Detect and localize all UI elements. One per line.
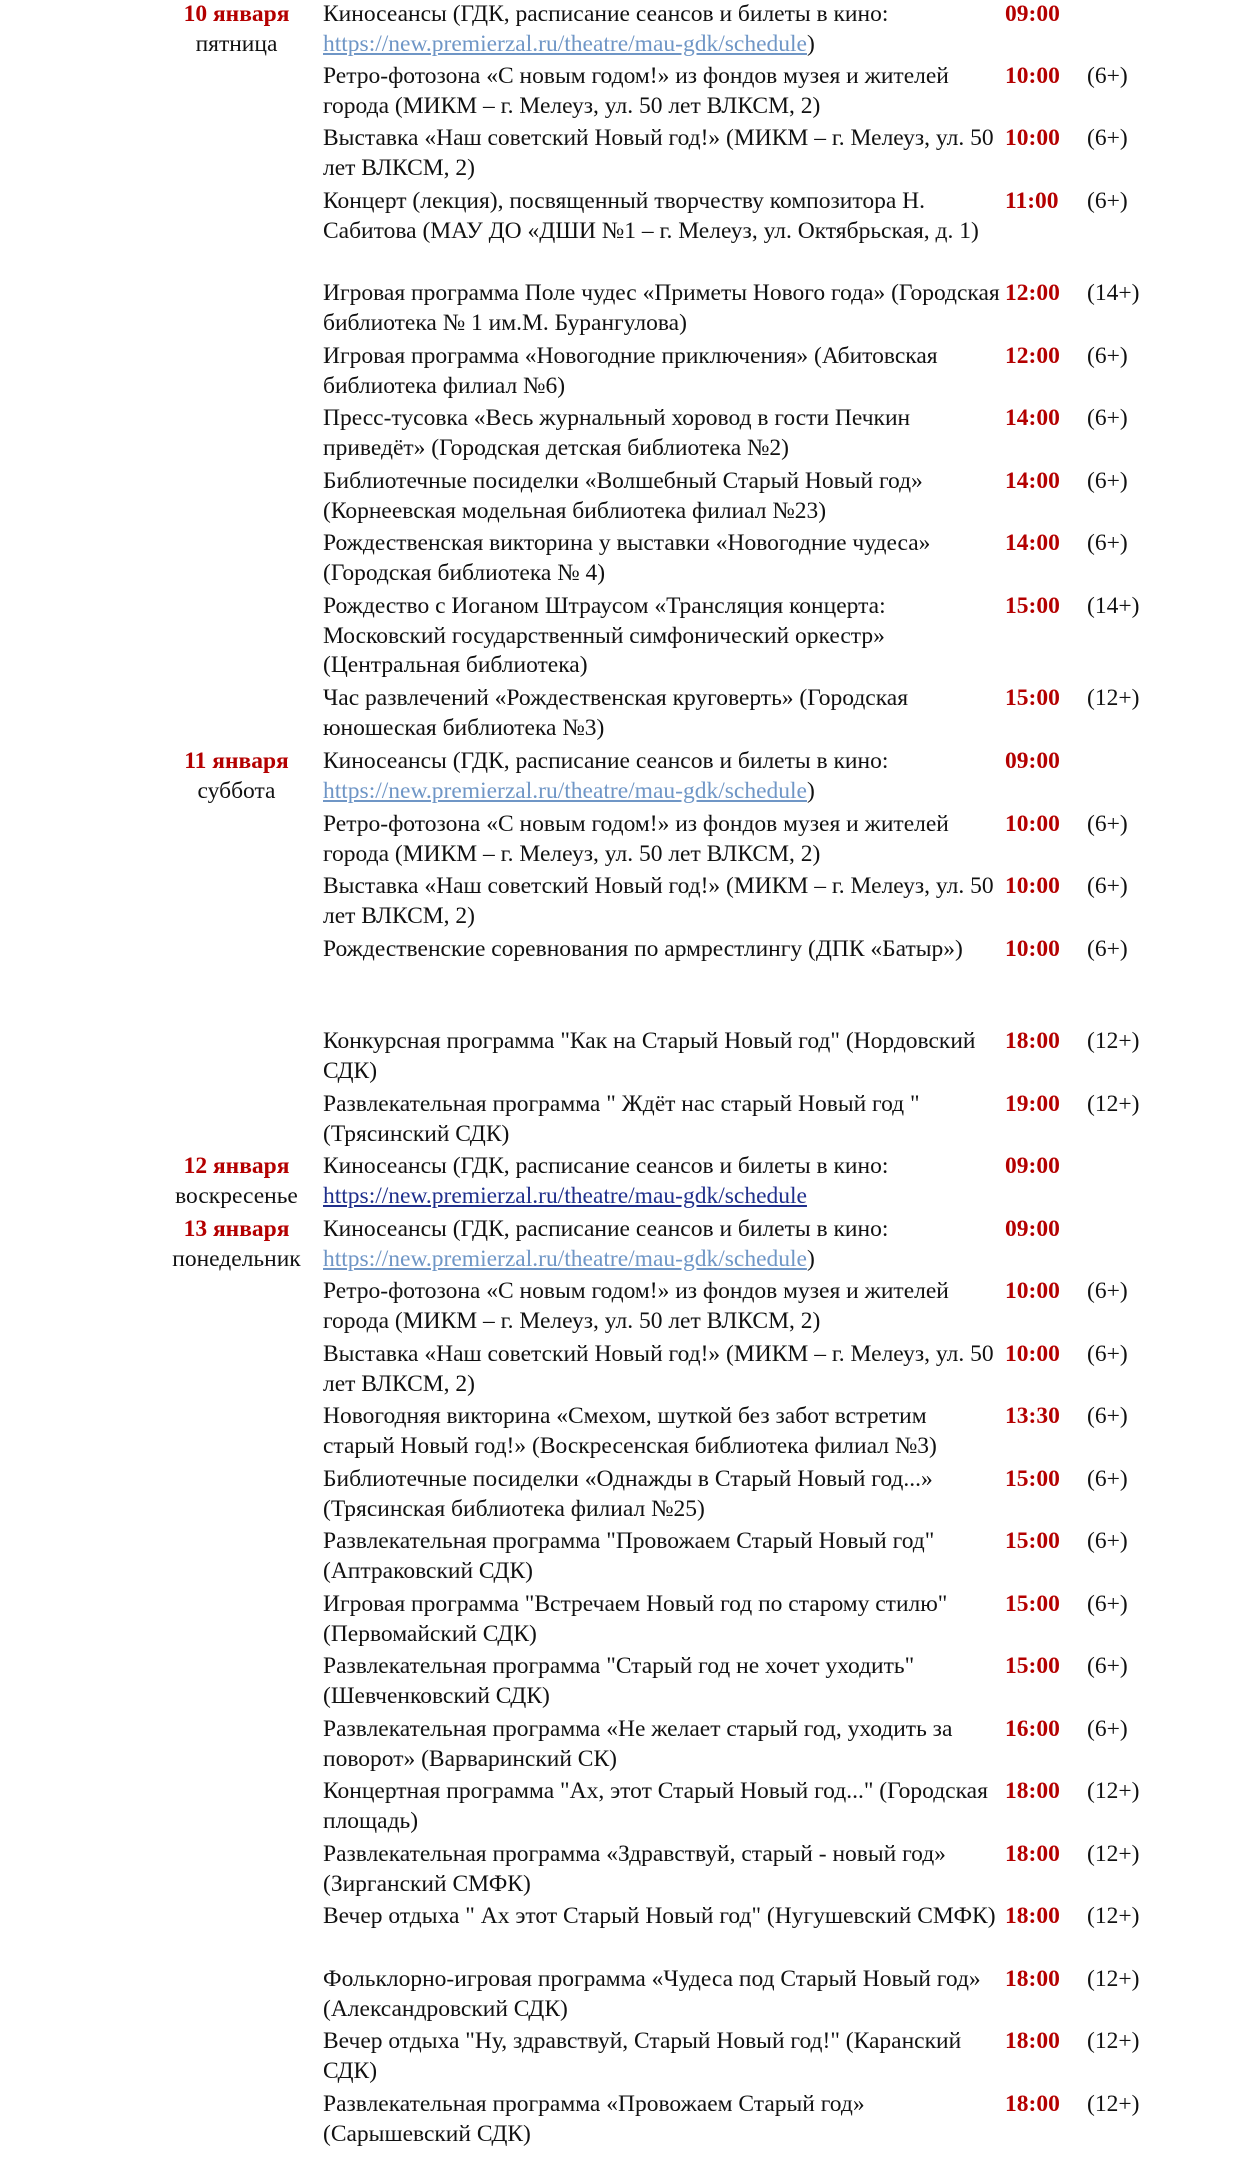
- event-description: Конкурсная программа "Как на Старый Новый год" (Нордовский СДК): [323, 1028, 976, 1084]
- event-age: (12+): [1087, 2028, 1140, 2054]
- event-description: Ретро-фотозона «С новым годом!» из фондов музея и жителей города (МИКМ – г. Мелеуз, ул. 50 лет ВЛКСМ, 2): [323, 63, 949, 119]
- event-description: Игровая программа Поле чудес «Приметы Нового года» (Городская библиотека № 1 им.М. Бурангулова): [323, 280, 1000, 336]
- event-description: Библиотечные посиделки «Однажды в Старый Новый год...» (Трясинская библиотека филиал №25): [323, 1466, 933, 1522]
- event-age: (12+): [1087, 1966, 1140, 1992]
- event-age: (6+): [1087, 1278, 1128, 1304]
- event-time: 14:00: [1005, 530, 1060, 556]
- event-time: 09:00: [1005, 1153, 1060, 1179]
- event-time: 09:00: [1005, 748, 1060, 774]
- event-text: Киносеансы (ГДК, расписание сеансов и билеты в кино:: [323, 748, 889, 774]
- event-text-suffix: ): [806, 1245, 815, 1272]
- event-description: Ретро-фотозона «С новым годом!» из фондов музея и жителей города (МИКМ – г. Мелеуз, ул. 50 лет ВЛКСМ, 2): [323, 811, 949, 867]
- event-age: (12+): [1087, 685, 1140, 711]
- event-age: (6+): [1087, 1341, 1128, 1367]
- event-description: Развлекательная программа "Провожаем Старый Новый год" (Аптраковский СДК): [323, 1528, 935, 1584]
- event-time: 18:00: [1005, 1778, 1060, 1804]
- event-time: 15:00: [1005, 1653, 1060, 1679]
- event-text-suffix: ): [806, 777, 815, 804]
- event-description: Вечер отдыха "Ну, здравствуй, Старый Новый год!" (Каранский СДК): [323, 2028, 962, 2084]
- event-text: Киносеансы (ГДК, расписание сеансов и билеты в кино:: [323, 1, 889, 27]
- event-age: (14+): [1087, 593, 1140, 619]
- event-time: 10:00: [1005, 1278, 1060, 1304]
- event-age: (12+): [1087, 1028, 1140, 1054]
- event-time: 12:00: [1005, 280, 1060, 306]
- event-time: 10:00: [1005, 1341, 1060, 1367]
- event-time: 19:00: [1005, 1091, 1060, 1117]
- event-age: (12+): [1087, 1903, 1140, 1929]
- event-description: Игровая программа «Новогодние приключения» (Абитовская библиотека филиал №6): [323, 343, 938, 399]
- event-age: (6+): [1087, 936, 1128, 962]
- event-text: Киносеансы (ГДК, расписание сеансов и билеты в кино:: [323, 1153, 889, 1179]
- event-time: 09:00: [1005, 1, 1060, 27]
- event-description: Рождество с Иоганом Штраусом «Трансляция концерта: Московский государственный симфонический оркестр» (Центральная библиотека): [323, 593, 886, 678]
- event-time: 15:00: [1005, 685, 1060, 711]
- day-date: 11 января: [184, 748, 289, 774]
- event-time: 14:00: [1005, 468, 1060, 494]
- event-age: (6+): [1087, 873, 1128, 899]
- event-age: (6+): [1087, 1653, 1128, 1679]
- schedule-link[interactable]: https://new.premierzal.ru/theatre/mau-gdk/schedule: [323, 30, 807, 57]
- event-time: 18:00: [1005, 1841, 1060, 1867]
- event-text-suffix: ): [806, 30, 815, 57]
- event-description: Концертная программа "Ах, этот Старый Новый год..." (Городская площадь): [323, 1778, 988, 1834]
- event-age: (6+): [1087, 530, 1128, 556]
- event-description: Выставка «Наш советский Новый год!» (МИКМ – г. Мелеуз, ул. 50 лет ВЛКСМ, 2): [323, 873, 994, 929]
- event-time: 15:00: [1005, 1528, 1060, 1554]
- event-description: Выставка «Наш советский Новый год!» (МИКМ – г. Мелеуз, ул. 50 лет ВЛКСМ, 2): [323, 125, 994, 181]
- day-weekday: суббота: [197, 777, 276, 804]
- event-age: (12+): [1087, 1091, 1140, 1117]
- event-age: (14+): [1087, 280, 1140, 306]
- day-date: 12 января: [183, 1153, 290, 1179]
- event-time: 16:00: [1005, 1716, 1060, 1742]
- event-time: 10:00: [1005, 936, 1060, 962]
- event-time: 10:00: [1005, 811, 1060, 837]
- event-description: Пресс-тусовка «Весь журнальный хоровод в гости Печкин приведёт» (Городская детская библиотека №2): [323, 405, 911, 461]
- event-description: Библиотечные посиделки «Волшебный Старый Новый год» (Корнеевская модельная библиотека филиал №23): [323, 468, 923, 524]
- day-cell: [168, 1152, 305, 1211]
- event-description: [323, 0, 1003, 59]
- event-time: 18:00: [1005, 1903, 1060, 1929]
- event-description: Ретро-фотозона «С новым годом!» из фондов музея и жителей города (МИКМ – г. Мелеуз, ул. 50 лет ВЛКСМ, 2): [323, 1278, 949, 1334]
- day-weekday: воскресенье: [175, 1182, 298, 1209]
- schedule-link[interactable]: https://new.premierzal.ru/theatre/mau-gdk/schedule: [323, 777, 807, 804]
- event-time: 15:00: [1005, 1591, 1060, 1617]
- event-age: (6+): [1087, 468, 1128, 494]
- event-description: Развлекательная программа «Не желает старый год, уходить за поворот» (Варваринский СК): [323, 1716, 953, 1772]
- event-description: Игровая программа "Встречаем Новый год по старому стилю" (Первомайский СДК): [323, 1591, 948, 1647]
- event-description: [323, 1152, 1003, 1211]
- event-description: Фольклорно-игровая программа «Чудеса под Старый Новый год» (Александровский СДК): [323, 1966, 981, 2022]
- event-description: Развлекательная программа «Провожаем Старый год» (Сарышевский СДК): [323, 2091, 865, 2147]
- event-description: Концерт (лекция), посвященный творчеству композитора Н. Сабитова (МАУ ДО «ДШИ №1 – г. Мелеуз, ул. Октябрьская, д. 1): [323, 188, 979, 244]
- event-age: (12+): [1087, 2091, 1140, 2117]
- event-time: 10:00: [1005, 63, 1060, 89]
- event-description: Выставка «Наш советский Новый год!» (МИКМ – г. Мелеуз, ул. 50 лет ВЛКСМ, 2): [323, 1341, 994, 1397]
- event-age: (6+): [1087, 63, 1128, 89]
- event-time: 13:30: [1005, 1403, 1060, 1429]
- event-age: (6+): [1087, 811, 1128, 837]
- event-time: 14:00: [1005, 405, 1060, 431]
- event-time: 18:00: [1005, 1028, 1060, 1054]
- event-age: (12+): [1087, 1778, 1140, 1804]
- event-description: Развлекательная программа " Ждёт нас старый Новый год " (Трясинский СДК): [323, 1091, 920, 1147]
- schedule-link[interactable]: https://new.premierzal.ru/theatre/mau-gdk/schedule: [323, 1182, 807, 1209]
- event-time: 15:00: [1005, 1466, 1060, 1492]
- event-time: 18:00: [1005, 1966, 1060, 1992]
- event-description: Развлекательная программа «Здравствуй, старый - новый год» (Зирганский СМФК): [323, 1841, 946, 1897]
- event-age: (6+): [1087, 188, 1128, 214]
- event-time: 18:00: [1005, 2028, 1060, 2054]
- event-age: (6+): [1087, 1466, 1128, 1492]
- event-age: (6+): [1087, 1528, 1128, 1554]
- event-age: (6+): [1087, 1403, 1128, 1429]
- event-description: Новогодняя викторина «Смехом, шуткой без забот встретим старый Новый год!» (Воскресенская библиотека филиал №3): [323, 1403, 937, 1459]
- event-time: 10:00: [1005, 873, 1060, 899]
- day-date: 13 января: [183, 1216, 290, 1242]
- event-age: (6+): [1087, 405, 1128, 431]
- event-description: [323, 747, 1003, 806]
- event-description: Вечер отдыха " Ах этот Старый Новый год" (Нугушевский СМФК): [323, 1903, 996, 1929]
- event-description: Час развлечений «Рождественская круговерть» (Городская юношеская библиотека №3): [323, 685, 909, 741]
- day-cell: [168, 747, 305, 806]
- event-description: Рождественские соревнования по армрестлингу (ДПК «Батыр»): [323, 936, 963, 962]
- event-age: (6+): [1087, 343, 1128, 369]
- event-time: 11:00: [1005, 188, 1059, 214]
- day-weekday: понедельник: [172, 1245, 301, 1272]
- schedule-link[interactable]: https://new.premierzal.ru/theatre/mau-gdk/schedule: [323, 1245, 807, 1272]
- event-age: (12+): [1087, 1841, 1140, 1867]
- event-time: 09:00: [1005, 1216, 1060, 1242]
- event-time: 10:00: [1005, 125, 1060, 151]
- day-weekday: пятница: [195, 30, 278, 57]
- event-age: (6+): [1087, 1716, 1128, 1742]
- event-description: Рождественская викторина у выставки «Новогодние чудеса» (Городская библиотека № 4): [323, 530, 931, 586]
- day-cell: [168, 1215, 305, 1274]
- event-text: Киносеансы (ГДК, расписание сеансов и билеты в кино:: [323, 1216, 889, 1242]
- event-time: 12:00: [1005, 343, 1060, 369]
- day-date: 10 января: [183, 1, 290, 27]
- event-age: (6+): [1087, 125, 1128, 151]
- event-description: Развлекательная программа "Старый год не хочет уходить" (Шевченковский СДК): [323, 1653, 915, 1709]
- event-time: 18:00: [1005, 2091, 1060, 2117]
- event-description: [323, 1215, 1003, 1274]
- event-age: (6+): [1087, 1591, 1128, 1617]
- day-cell: [168, 0, 305, 59]
- event-time: 15:00: [1005, 593, 1060, 619]
